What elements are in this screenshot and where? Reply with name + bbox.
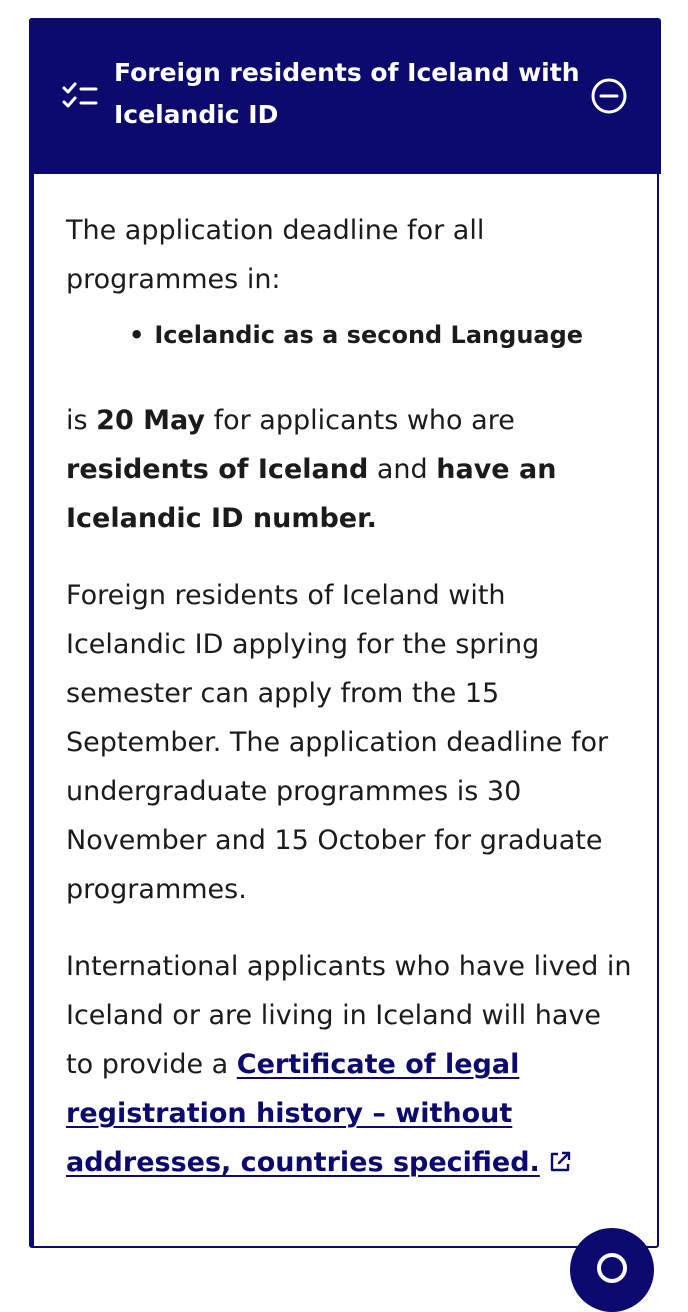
- accordion-body: [66, 206, 634, 1187]
- checklist-icon: [62, 81, 98, 113]
- deadline-text-3: and: [368, 454, 437, 485]
- deadline-paragraph: [66, 396, 634, 543]
- deadline-text-1: is: [66, 405, 97, 436]
- residents-emphasis: residents of Iceland: [66, 454, 369, 485]
- deadline-date: 20 May: [96, 405, 205, 436]
- accordion-title: Foreign residents of Iceland with Icelandic ID: [114, 58, 580, 129]
- intro-text: The application deadline for all programmes in:: [66, 215, 485, 295]
- accordion-card: [29, 18, 659, 1248]
- accordion-header[interactable]: [29, 18, 661, 174]
- external-link-icon: [548, 1150, 572, 1174]
- search-button[interactable]: [570, 1228, 654, 1312]
- programme-list: [66, 313, 634, 357]
- programme-item: • Icelandic as a second Language: [129, 313, 634, 357]
- search-icon: [594, 1250, 630, 1286]
- international-text: International applicants who have lived in Iceland or are living in Iceland will have to provide a: [66, 951, 632, 1080]
- deadline-text-2: for applicants who are: [205, 405, 515, 436]
- id-number-emphasis: have an Icelandic ID number.: [66, 454, 557, 534]
- certificate-link-label: Certificate of legal registration history – without addresses, countries specified.: [66, 1049, 540, 1178]
- spring-semester-paragraph: Foreign residents of Iceland with Icelandic ID applying for the spring semester can apply from the 15 September. The application deadline for undergraduate programmes is 30 November and 15 October for graduate programmes.: [66, 580, 609, 905]
- international-paragraph: [66, 942, 634, 1187]
- minus-circle-icon[interactable]: [590, 77, 628, 115]
